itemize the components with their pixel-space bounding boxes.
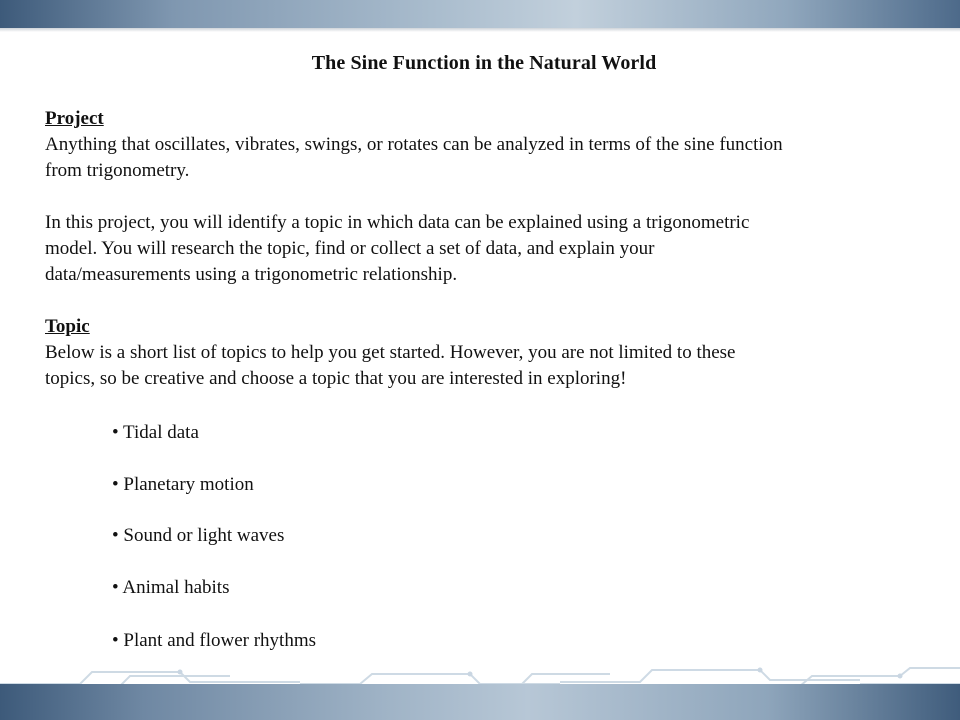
topic-text-line-1: Below is a short list of topics to help you get started. However, you are not limited to these [45,342,736,363]
list-item: • Sound or light waves [112,525,285,546]
document-title: The Sine Function in the Natural World [311,52,657,74]
topic-text-line-2: topics, so be creative and choose a topic that you are interested in exploring! [45,368,627,389]
bottom-decorative-band [0,684,960,720]
project-para2-line-1: In this project, you will identify a topic in which data can be explained using a trigonometric [45,212,750,233]
list-item: • Planetary motion [112,474,254,495]
project-text-line-1: Anything that oscillates, vibrates, swings, or rotates can be analyzed in terms of the sine function [45,134,783,155]
top-decorative-band [0,0,960,28]
list-item: • Plant and flower rhythms [112,630,317,651]
document-page [28,32,940,664]
project-text-line-2: from trigonometry. [45,160,190,181]
list-item: • Animal habits [112,577,230,598]
list-item: • Tidal data [112,422,199,443]
project-heading-line [45,106,935,132]
topic-heading-line [45,314,935,340]
project-para2-line-2: model. You will research the topic, find or collect a set of data, and explain your [45,238,655,259]
project-para2-line-3: data/measurements using a trigonometric relationship. [45,264,458,285]
topic-heading: Topic [45,316,90,337]
project-heading: Project [45,108,104,129]
